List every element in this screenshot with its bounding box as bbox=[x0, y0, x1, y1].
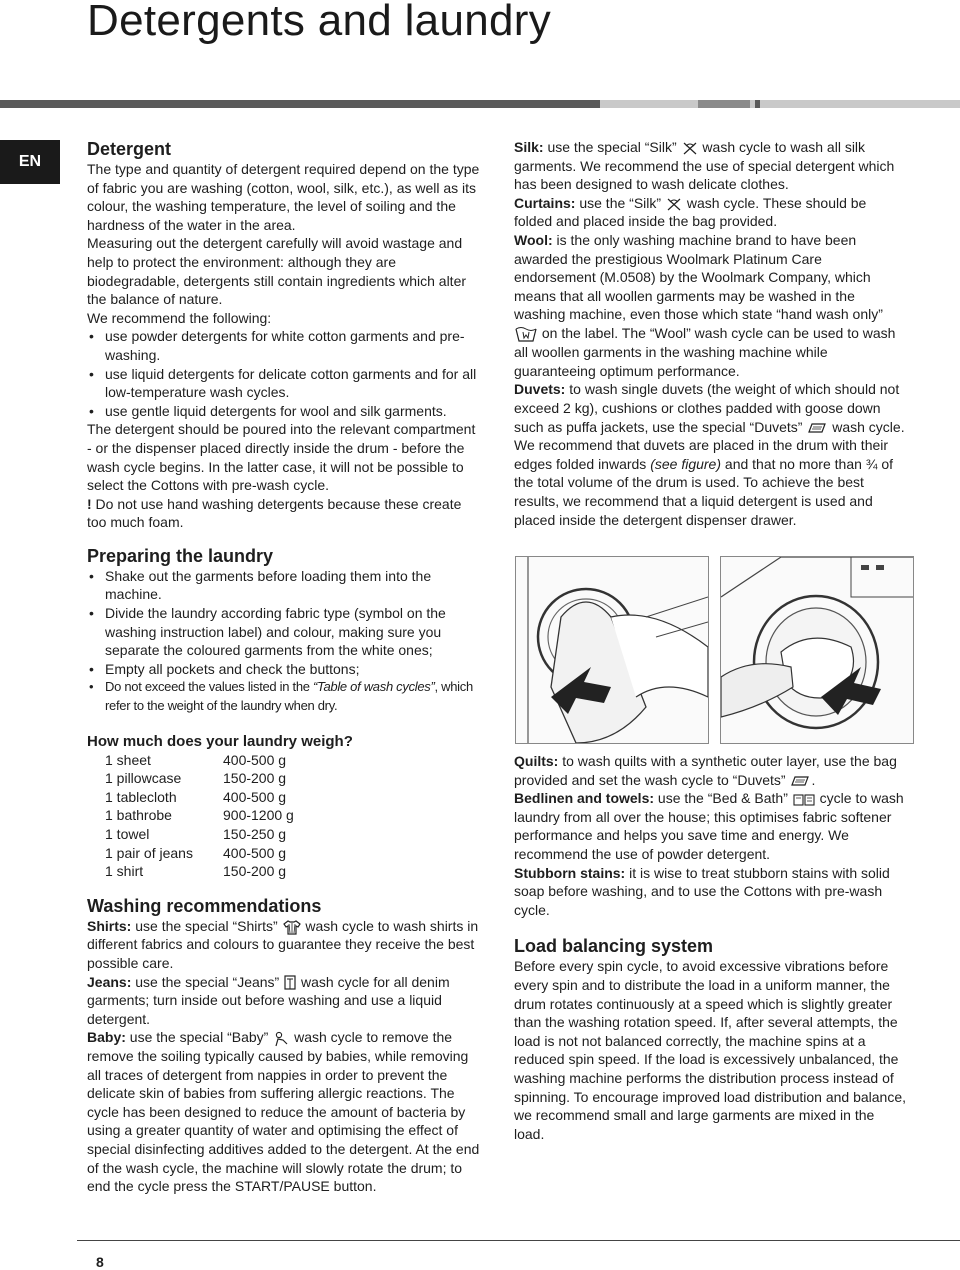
footer-divider bbox=[77, 1240, 960, 1241]
table-row bbox=[105, 806, 294, 825]
baby-paragraph: Baby: use the special “Baby” wash cycle to remove the remove the soiling typically caused by babies, while removing all traces of detergent from nappies in order to prevent the delicate skin of babies from suffering allergic reactions. The cycle has been designed to reduce the amount of bacteria by using a greater quantity of water and optimising the effect of special disinfecting additives added to the detergent. At the end of the wash cycle, the machine will slowly rotate the drum; to end the cycle press the START/PAUSE button. bbox=[87, 1029, 480, 1195]
detergent-warning: ! Do not use hand washing detergents because these create too much foam. bbox=[87, 495, 462, 531]
wool-icon bbox=[515, 325, 537, 343]
figure-drum-duvet bbox=[720, 556, 914, 744]
detergent-paragraph: The detergent should be poured into the relevant compartment - or the dispenser placed directly inside the drum - before the wash cycle begins. In the latter case, it will not be possible to select the Cottons with pre-wash cycle. bbox=[87, 421, 476, 494]
weight-item: 1 pillowcase bbox=[105, 770, 182, 787]
silk-icon bbox=[666, 197, 682, 212]
list-item: • use liquid detergents for delicate cotton garments and for all low-temperature wash cycles. bbox=[87, 365, 480, 402]
table-row bbox=[105, 751, 294, 770]
weight-value: 150-200 g bbox=[223, 770, 287, 787]
list-item: • use powder detergents for white cotton garments and pre-washing. bbox=[87, 327, 480, 364]
table-row bbox=[105, 862, 294, 881]
washing-recommendations-heading: Washing recommendations bbox=[87, 895, 322, 916]
jeans-icon bbox=[284, 975, 296, 990]
list-item: • Shake out the garments before loading them into the machine. bbox=[87, 567, 480, 604]
table-row bbox=[105, 788, 294, 807]
wool-paragraph: Wool: is the only washing machine brand to have been awarded the prestigious Woolmark Platinum Care endorsement (M.0508) by the Woolmark Company, which means that all woollen garments may be washed in the washing machine, even those which state “hand wash only” on the label. The “Wool” wash cycle can be used to wash all woollen garments in the washing machine while guaranteeing optimum performance. bbox=[514, 231, 896, 379]
list-item: • Empty all pockets and check the buttons; bbox=[87, 660, 480, 679]
weights-table bbox=[105, 751, 294, 881]
duvets-paragraph: Duvets: to wash single duvets (the weight of which should not exceed 2 kg), cushions or clothes padded with goose down such as puffa jackets, use the special “Duvets” wash cycle. We recommend that duvets are placed in the drum with their edges folded inwards (see figure) and that no more than ¾ of the total volume of the drum is used. To achieve the best results, we recommend that a liquid detergent is used and placed inside the detergent dispenser drawer. bbox=[514, 381, 905, 528]
weight-value: 400-500 g bbox=[223, 751, 287, 768]
figure-loading-duvet bbox=[515, 556, 709, 744]
bed-bath-icon bbox=[793, 792, 815, 807]
right-column-bottom bbox=[514, 752, 906, 1143]
weight-item: 1 tablecloth bbox=[105, 788, 177, 805]
quilts-paragraph: Quilts: to wash quilts with a synthetic outer layer, use the bag provided and set the wash cycle to “Duvets” . bbox=[514, 753, 897, 788]
header-bar bbox=[0, 100, 960, 108]
bedlinen-paragraph: Bedlinen and towels: use the “Bed & Bath” cycle to wash laundry from all over the house; this optimises fabric softener performance and helps you save time and energy. We recommend the use of powder detergent. bbox=[514, 790, 904, 862]
list-item: • Do not exceed the values listed in the “Table of wash cycles”, which refer to the weight of the laundry when dry. bbox=[87, 678, 480, 715]
weight-value: 400-500 g bbox=[223, 788, 287, 805]
stubborn-stains-paragraph: Stubborn stains: it is wise to treat stubborn stains with solid soap before washing, and to use the Cottons with pre-wash cycle. bbox=[514, 864, 890, 918]
weight-value: 400-500 g bbox=[223, 844, 287, 861]
silk-icon bbox=[682, 141, 698, 156]
table-row bbox=[105, 769, 294, 788]
weigh-heading: How much does your laundry weigh? bbox=[87, 732, 353, 750]
page-title: Detergents and laundry bbox=[87, 0, 552, 45]
load-balancing-paragraph: Before every spin cycle, to avoid excessive vibrations before every spin and to distribute the load in a uniform manner, the drum rotates continuously at a speed which is slightly greater than the washing rotation speed. If, after several attempts, the load is not not balanced correctly, the machine spins at a reduced spin speed. If the load is excessively unbalanced, the washing machine performs the distribution process instead of spinning. To encourage improved load distribution and balance, we recommend small and large garments are mixed in the load. bbox=[514, 958, 907, 1142]
jeans-paragraph: Jeans: use the special “Jeans” wash cycle for all denim garments; turn inside out before washing and use a liquid detergent. bbox=[87, 973, 450, 1027]
duvet-icon bbox=[790, 774, 810, 788]
curtains-paragraph: Curtains: use the “Silk” wash cycle. These should be folded and placed inside the bag provided. bbox=[514, 194, 867, 230]
detergent-heading: Detergent bbox=[87, 139, 172, 159]
list-item: • use gentle liquid detergents for wool and silk garments. bbox=[87, 402, 480, 421]
table-row bbox=[105, 825, 294, 844]
detergent-paragraph: The type and quantity of detergent required depend on the type of fabric you are washing (cotton, wool, silk, etc.), as well as its colour, the washing temperature, the level of soiling and the hardness of the water in the area. bbox=[87, 161, 480, 233]
table-row bbox=[105, 844, 294, 863]
shirt-icon bbox=[283, 919, 301, 935]
weight-value: 900-1200 g bbox=[223, 807, 294, 824]
list-item: • Divide the laundry according fabric type (symbol on the washing instruction label) and colour, making sure you separate the coloured garments from the white ones; bbox=[87, 604, 480, 660]
weight-value: 150-250 g bbox=[223, 826, 287, 842]
weight-value: 150-200 g bbox=[223, 863, 287, 880]
preparing-list bbox=[87, 567, 480, 716]
load-balancing-heading: Load balancing system bbox=[514, 936, 714, 957]
warning-mark: ! bbox=[87, 495, 92, 512]
detergent-list bbox=[87, 327, 480, 420]
weight-item: 1 sheet bbox=[105, 751, 151, 768]
weight-item: 1 towel bbox=[105, 826, 150, 842]
weight-item: 1 shirt bbox=[105, 863, 144, 880]
silk-paragraph: Silk: use the special “Silk” wash cycle to wash all silk garments. We recommend the use of special detergent which has been designed to wash delicate clothes. bbox=[514, 139, 895, 193]
duvet-icon bbox=[807, 421, 827, 435]
shirts-paragraph: Shirts: use the special “Shirts” wash cycle to wash shirts in different fabrics and colours to guarantee they receive the best possible care. bbox=[87, 917, 479, 971]
detergent-paragraph: Measuring out the detergent carefully will avoid wastage and help to protect the environment: although they are biodegradable, detergents still contain ingredients which alter the balance of nature. bbox=[87, 235, 467, 308]
weight-item: 1 bathrobe bbox=[105, 807, 172, 824]
right-column-top bbox=[514, 138, 906, 529]
language-tab: EN bbox=[0, 140, 60, 184]
page-number: 8 bbox=[96, 1254, 104, 1270]
preparing-heading: Preparing the laundry bbox=[87, 545, 274, 566]
detergent-paragraph: We recommend the following: bbox=[87, 309, 272, 326]
weight-item: 1 pair of jeans bbox=[105, 844, 193, 861]
left-column bbox=[87, 138, 480, 1196]
baby-icon bbox=[273, 1031, 289, 1047]
